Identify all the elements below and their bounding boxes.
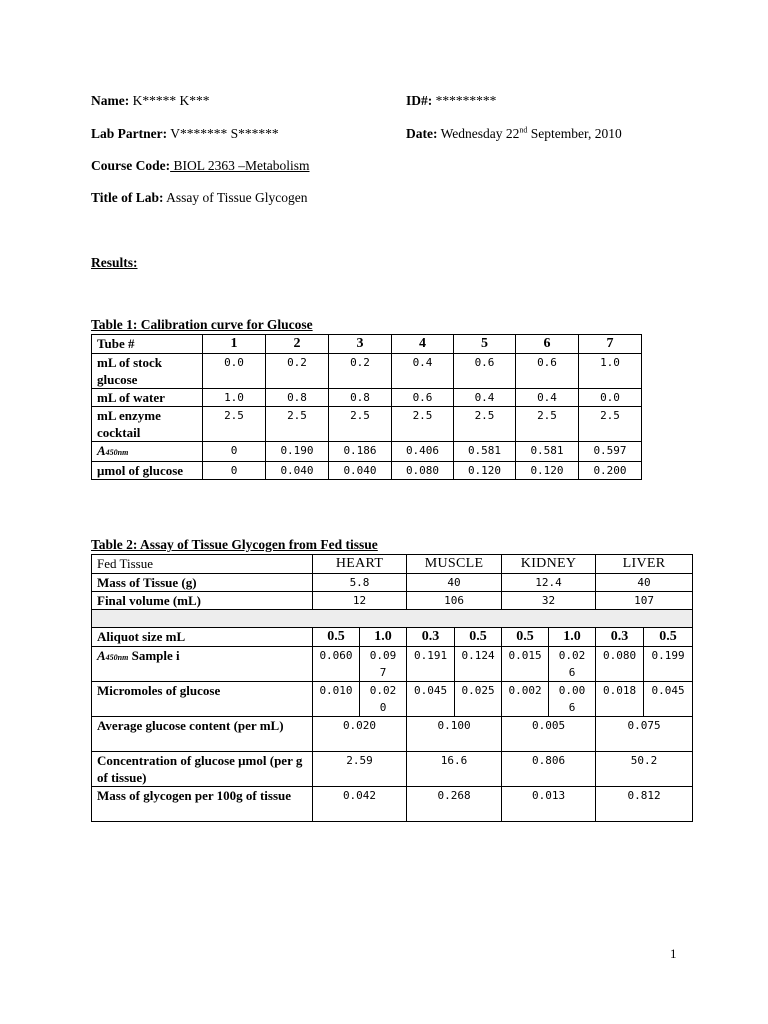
date-label: Date:	[406, 126, 438, 141]
table-cell: 40	[407, 574, 502, 592]
table-cell: 0.040	[266, 462, 329, 480]
table-cell: 0.020	[313, 717, 407, 752]
results-heading	[91, 255, 138, 271]
table-row	[92, 442, 642, 462]
table-cell: 0.002	[502, 682, 549, 717]
table-cell: 2.5	[454, 407, 516, 442]
table-row	[92, 628, 693, 647]
table-cell: 0	[203, 462, 266, 480]
table-cell: 0.015	[502, 647, 549, 682]
row-label: Micromoles of glucose	[92, 682, 313, 717]
table-row	[92, 717, 693, 752]
table-cell: 0.045	[407, 682, 455, 717]
tissue-header: HEART	[313, 555, 407, 574]
table-cell: 0.080	[596, 647, 644, 682]
row-label: mL enzyme cocktail	[92, 407, 203, 442]
table-cell: 0.042	[313, 787, 407, 822]
table-cell: 0.080	[392, 462, 454, 480]
row-label: Aliquot size mL	[92, 628, 313, 647]
table-cell: 0.190	[266, 442, 329, 462]
date-value-pre: Wednesday 22	[440, 126, 520, 141]
table-cell: 0.581	[454, 442, 516, 462]
table-cell: 50.2	[596, 752, 693, 787]
table-cell: 0.124	[455, 647, 502, 682]
aliquot-cell: 0.5	[502, 628, 549, 647]
table-row	[92, 389, 642, 407]
tube-number: 4	[392, 335, 454, 354]
table-cell: 0.100	[407, 717, 502, 752]
table-cell: 0.02 6	[549, 647, 596, 682]
results-label: Results:	[91, 255, 138, 270]
table-cell: 2.5	[266, 407, 329, 442]
tube-number: 2	[266, 335, 329, 354]
page-number: 1	[670, 946, 677, 961]
fed-tissue-label: Fed Tissue	[92, 555, 313, 574]
aliquot-cell: 0.3	[407, 628, 455, 647]
tissue-header: LIVER	[596, 555, 693, 574]
table-cell: 0.018	[596, 682, 644, 717]
table-cell: 0.02 0	[360, 682, 407, 717]
calibration-table	[91, 334, 642, 480]
tube-number: 7	[579, 335, 642, 354]
table-cell: 0.120	[516, 462, 579, 480]
table-cell: 0.013	[502, 787, 596, 822]
course-code-label: Course Code:	[91, 158, 171, 173]
table-row	[92, 787, 693, 822]
row-label: A450nm Sample i	[92, 647, 313, 682]
table-row	[92, 462, 642, 480]
table1-caption: Table 1: Calibration curve for Glucose	[91, 317, 313, 332]
table-cell: 0.581	[516, 442, 579, 462]
table-cell: 107	[596, 592, 693, 610]
table-cell: 2.5	[392, 407, 454, 442]
row-label: Average glucose content (per mL)	[92, 717, 313, 752]
table-cell: 0.812	[596, 787, 693, 822]
row-label: Mass of glycogen per 100g of tissue	[92, 787, 313, 822]
table-cell: 0.0	[203, 354, 266, 389]
table-cell: 0.010	[313, 682, 360, 717]
table-cell: 2.5	[203, 407, 266, 442]
table-cell: 0.4	[516, 389, 579, 407]
lab-title-value: Assay of Tissue Glycogen	[166, 190, 308, 205]
table-cell: 32	[502, 592, 596, 610]
lab-partner-label: Lab Partner:	[91, 126, 168, 141]
table2-caption: Table 2: Assay of Tissue Glycogen from Fed tissue	[91, 537, 378, 552]
lab-partner-field	[91, 126, 279, 142]
table-cell: 2.5	[329, 407, 392, 442]
table-cell: 0.120	[454, 462, 516, 480]
glycogen-assay-table	[91, 554, 693, 822]
table-cell: 0	[203, 442, 266, 462]
id-value: *********	[435, 93, 497, 108]
tube-number: 3	[329, 335, 392, 354]
table-cell: 0.025	[455, 682, 502, 717]
table-cell: 1.0	[579, 354, 642, 389]
lab-title-label: Title of Lab:	[91, 190, 164, 205]
table-row	[92, 354, 642, 389]
tube-number: 1	[203, 335, 266, 354]
table-cell: 106	[407, 592, 502, 610]
date-value-sup: nd	[519, 125, 528, 135]
table-cell: 0.597	[579, 442, 642, 462]
table-row	[92, 647, 693, 682]
id-field	[406, 93, 496, 109]
row-label: μmol of glucose	[92, 462, 203, 480]
row-label: Mass of Tissue (g)	[92, 574, 313, 592]
table-row	[92, 335, 642, 354]
date-field	[406, 126, 622, 142]
table-cell: 2.5	[579, 407, 642, 442]
table-cell: 0.075	[596, 717, 693, 752]
tube-number: 5	[454, 335, 516, 354]
table-row	[92, 752, 693, 787]
aliquot-cell: 1.0	[360, 628, 407, 647]
tube-header-label: Tube #	[92, 335, 203, 354]
table-cell: 0.2	[266, 354, 329, 389]
table-cell: 0.406	[392, 442, 454, 462]
table-cell: 1.0	[203, 389, 266, 407]
table-row	[92, 407, 642, 442]
table-cell: 12.4	[502, 574, 596, 592]
table-cell: 0.8	[266, 389, 329, 407]
lab-partner-value: V******* S******	[170, 126, 279, 141]
table-cell: 0.060	[313, 647, 360, 682]
date-value-post: September, 2010	[527, 126, 622, 141]
tube-number: 6	[516, 335, 579, 354]
row-label: mL of stock glucose	[92, 354, 203, 389]
table-cell: 0.806	[502, 752, 596, 787]
table-cell: 0.040	[329, 462, 392, 480]
row-label: Concentration of glucose μmol (per g of tissue)	[92, 752, 313, 787]
table-cell: 2.5	[516, 407, 579, 442]
aliquot-cell: 0.5	[455, 628, 502, 647]
table-cell: 0.6	[516, 354, 579, 389]
table-cell: 0.00 6	[549, 682, 596, 717]
table-cell: 0.6	[392, 389, 454, 407]
lab-title-field	[91, 190, 308, 206]
table-row	[92, 682, 693, 717]
tissue-header: KIDNEY	[502, 555, 596, 574]
table-cell: 0.005	[502, 717, 596, 752]
table-cell: 0.0	[579, 389, 642, 407]
table-cell: 0.09 7	[360, 647, 407, 682]
table-cell: 0.191	[407, 647, 455, 682]
table-cell: 0.6	[454, 354, 516, 389]
name-field	[91, 93, 209, 109]
aliquot-cell: 0.5	[644, 628, 693, 647]
table-cell: 0.199	[644, 647, 693, 682]
row-label: mL of water	[92, 389, 203, 407]
table-cell: 12	[313, 592, 407, 610]
table-cell: 40	[596, 574, 693, 592]
table-cell: 2.59	[313, 752, 407, 787]
table-cell: 5.8	[313, 574, 407, 592]
course-code-field	[91, 158, 310, 174]
row-label: A450nm	[92, 442, 203, 462]
table-cell: 0.4	[454, 389, 516, 407]
aliquot-cell: 0.3	[596, 628, 644, 647]
aliquot-cell: 1.0	[549, 628, 596, 647]
table-cell: 0.268	[407, 787, 502, 822]
table-cell: 0.045	[644, 682, 693, 717]
spacer-row	[92, 610, 693, 628]
table-cell: 0.8	[329, 389, 392, 407]
aliquot-cell: 0.5	[313, 628, 360, 647]
id-label: ID#:	[406, 93, 433, 108]
table-cell: 0.2	[329, 354, 392, 389]
table-cell: 0.186	[329, 442, 392, 462]
row-label: Final volume (mL)	[92, 592, 313, 610]
table-cell: 0.4	[392, 354, 454, 389]
spacer-cell	[92, 610, 693, 628]
course-code-value: BIOL 2363 –Metabolism	[170, 158, 310, 173]
table-row	[92, 574, 693, 592]
table-cell: 16.6	[407, 752, 502, 787]
name-label: Name:	[91, 93, 130, 108]
name-value: K***** K***	[132, 93, 210, 108]
table-row	[92, 555, 693, 574]
table-cell: 0.200	[579, 462, 642, 480]
table-row	[92, 592, 693, 610]
tissue-header: MUSCLE	[407, 555, 502, 574]
